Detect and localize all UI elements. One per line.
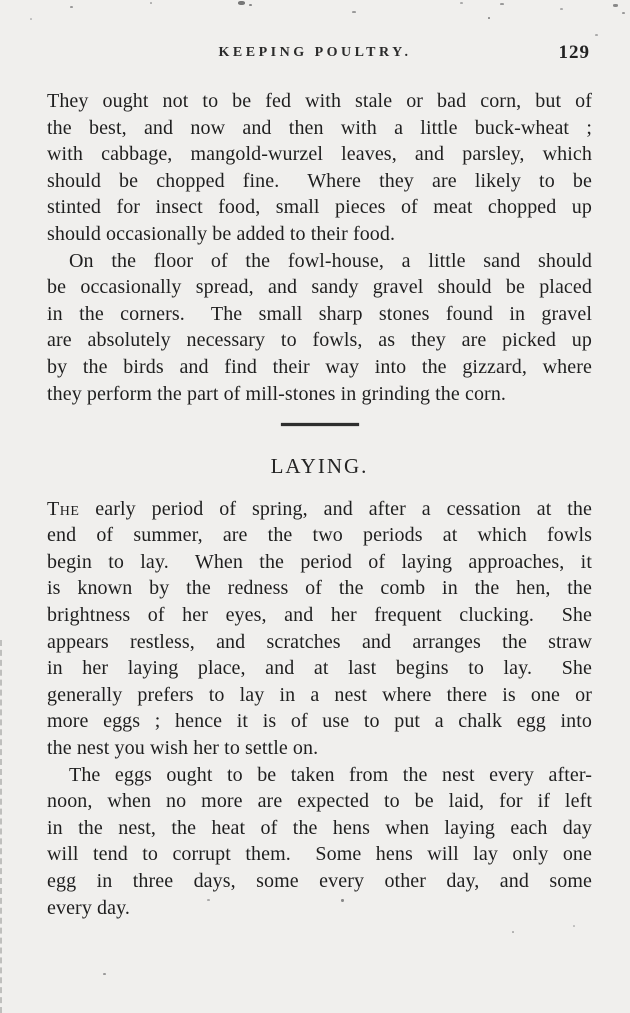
text-line: brightness of her eyes, and her frequent clucking. She bbox=[47, 604, 592, 626]
text-line: in the nest, the heat of the hens when laying each day bbox=[47, 816, 592, 839]
text-line: in the corners. The small sharp stones found in gravel bbox=[47, 302, 592, 325]
text-line: should be chopped fine. Where they are likely to be bbox=[47, 169, 592, 192]
scan-speck bbox=[249, 4, 252, 6]
scan-speck bbox=[150, 2, 152, 4]
text-line: The eggs ought to be taken from the nest every after- bbox=[69, 763, 592, 786]
scan-speck bbox=[352, 11, 356, 13]
text-line: The early period of spring, and after a cessation at the bbox=[47, 497, 592, 520]
scan-speck bbox=[488, 17, 490, 19]
text-line: be occasionally spread, and sandy gravel should be placed bbox=[47, 276, 592, 299]
text-line: egg in three days, some every other day, and some bbox=[47, 869, 592, 892]
text-line: On the floor of the fowl-house, a little sand should bbox=[69, 249, 592, 272]
scan-edge-artifact bbox=[0, 640, 4, 1013]
scan-speck bbox=[460, 2, 463, 4]
section-divider bbox=[281, 423, 359, 426]
scan-speck bbox=[622, 12, 625, 14]
scan-speck bbox=[238, 1, 245, 5]
text-line: generally prefers to lay in a nest where there is one or bbox=[47, 683, 592, 706]
scan-speck bbox=[500, 3, 504, 5]
scan-speck bbox=[560, 8, 563, 10]
scan-speck bbox=[613, 4, 618, 7]
text-line: by the birds and find their way into the gizzard, where bbox=[47, 355, 592, 378]
text-line: appears restless, and scratches and arranges the straw bbox=[47, 630, 592, 653]
text-line: in her laying place, and at last begins to lay. She bbox=[47, 657, 592, 680]
small-caps-lead: The bbox=[47, 497, 80, 520]
text-line: noon, when no more are expected to be laid, for if left bbox=[47, 790, 592, 813]
page-content bbox=[47, 88, 592, 921]
text-line: will tend to corrupt them. Some hens will lay only one bbox=[47, 843, 592, 866]
scan-speck bbox=[512, 931, 514, 933]
paragraph bbox=[47, 248, 592, 408]
text-line: end of summer, are the two periods at which fowls bbox=[47, 524, 592, 547]
text-line: every day. bbox=[47, 896, 130, 919]
scan-speck bbox=[595, 34, 598, 36]
scan-speck bbox=[30, 18, 32, 20]
text-line: They ought not to be fed with stale or bad corn, but of bbox=[47, 90, 592, 112]
scan-speck bbox=[207, 899, 210, 901]
text-line: the best, and now and then with a little buck-wheat ; bbox=[47, 116, 592, 139]
text-line: they perform the part of mill-stones in grinding the corn. bbox=[47, 382, 507, 405]
running-title: KEEPING POULTRY. bbox=[218, 45, 412, 60]
scan-speck bbox=[341, 899, 344, 902]
page-header bbox=[0, 42, 630, 65]
text-line: is known by the redness of the comb in the hen, the bbox=[47, 577, 592, 600]
text-line: with cabbage, mangold-wurzel leaves, and parsley, which bbox=[47, 143, 592, 166]
text-line: begin to lay. When the period of laying approaches, it bbox=[47, 550, 592, 573]
scan-speck bbox=[103, 973, 106, 975]
paragraph bbox=[47, 762, 592, 922]
text-line: should occasionally be added to their food. bbox=[47, 222, 396, 245]
text-line: are absolutely necessary to fowls, as they are picked up bbox=[47, 329, 592, 352]
scan-speck bbox=[70, 6, 73, 8]
text-line: stinted for insect food, small pieces of meat chopped up bbox=[47, 196, 592, 219]
section-heading: LAYING. bbox=[270, 453, 369, 478]
paragraph bbox=[47, 88, 592, 248]
text-line: the nest you wish her to settle on. bbox=[47, 736, 319, 759]
page-number: 129 bbox=[558, 42, 590, 63]
text-line: more eggs ; hence it is of use to put a chalk egg into bbox=[47, 710, 592, 733]
paragraph bbox=[47, 496, 592, 762]
scan-speck bbox=[573, 925, 575, 927]
